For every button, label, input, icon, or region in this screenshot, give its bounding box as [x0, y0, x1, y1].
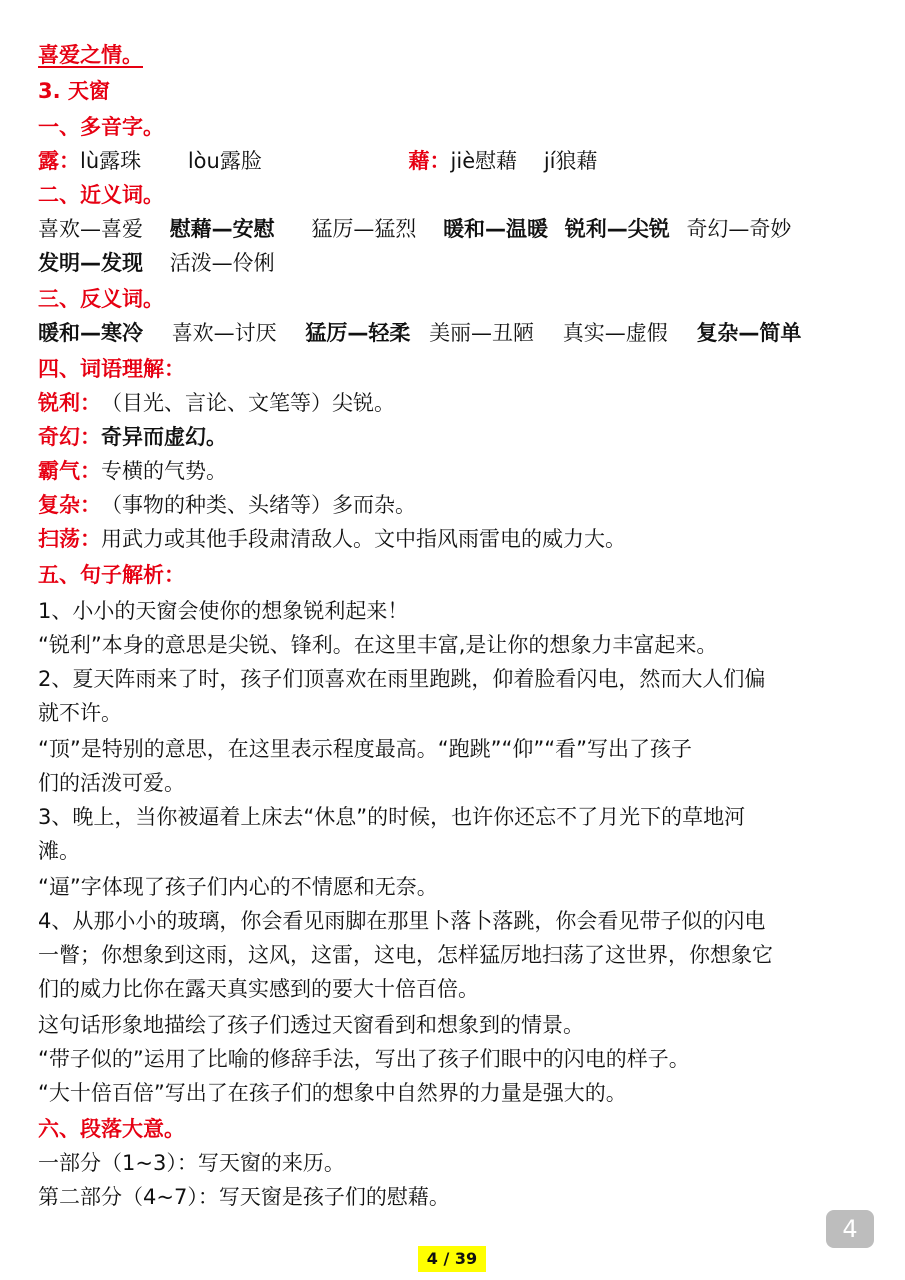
- word-definition: 用武力或其他手段肃清敌人。文中指风雨雷电的威力大。: [101, 527, 626, 551]
- section-heading-antonyms: 三、反义词。: [38, 287, 164, 311]
- word-term: 奇幻：: [38, 425, 101, 449]
- synonym-row: [38, 214, 791, 244]
- polyphonic-pron: jiè慰藉: [450, 149, 518, 173]
- synonym-pair: 奇幻—奇妙: [686, 217, 792, 241]
- word-definition: （事物的种类、头绪等）多而杂。: [101, 493, 416, 517]
- analysis-line: 们的威力比你在露天真实感到的要大十倍百倍。: [38, 977, 479, 1001]
- antonym-pair: 复杂—简单: [696, 321, 802, 345]
- section-heading-paragraph-summary: 六、段落大意。: [38, 1117, 185, 1141]
- synonym-pair: 喜欢—喜爱: [38, 217, 143, 241]
- analysis-line: 3、晚上，当你被逼着上床去“休息”的时候，也许你还忘不了月光下的草地河: [38, 805, 746, 829]
- word-meaning-row: [38, 456, 227, 486]
- analysis-line: “逼”字体现了孩子们内心的不情愿和无奈。: [38, 875, 438, 899]
- section-heading-word-meanings: 四、词语理解：: [38, 357, 185, 381]
- polyphonic-char-ji: 藉：: [408, 149, 451, 173]
- synonym-pair: 慰藉—安慰: [169, 217, 275, 241]
- analysis-line: “锐利”本身的意思是尖锐、锋利。在这里丰富,是让你的想象力丰富起来。: [38, 633, 718, 657]
- summary-line: 一部分（1~3）：写天窗的来历。: [38, 1151, 345, 1175]
- analysis-line: “带子似的”运用了比喻的修辞手法，写出了孩子们眼中的闪电的样子。: [38, 1047, 690, 1071]
- word-term: 复杂：: [38, 493, 101, 517]
- analysis-line: 这句话形象地描绘了孩子们透过天窗看到和想象到的情景。: [38, 1013, 584, 1037]
- polyphonic-row: [38, 146, 597, 176]
- analysis-line: 们的活泼可爱。: [38, 771, 185, 795]
- word-meaning-row: [38, 422, 227, 452]
- section-heading-synonyms: 二、近义词。: [38, 183, 164, 207]
- section-heading-polyphonic: 一、多音字。: [38, 115, 164, 139]
- page-number-badge: 4: [826, 1210, 874, 1248]
- polyphonic-pron: lòu露脸: [187, 149, 262, 173]
- polyphonic-pron: jí狼藉: [543, 149, 598, 173]
- antonym-pair: 猛厉—轻柔: [305, 321, 411, 345]
- word-meaning-row: [38, 524, 626, 554]
- polyphonic-char-lu: 露：: [38, 149, 80, 173]
- antonym-pair: 真实—虚假: [562, 321, 668, 345]
- antonym-row: [38, 318, 801, 348]
- word-definition: 专横的气势。: [101, 459, 227, 483]
- antonym-pair: 美丽—丑陋: [429, 321, 535, 345]
- analysis-line: 一瞥；你想象到这雨，这风，这雷，这电，怎样猛厉地扫荡了这世界，你想象它: [38, 943, 773, 967]
- synonym-row: [38, 248, 275, 278]
- summary-line: 第二部分（4~7）：写天窗是孩子们的慰藉。: [38, 1185, 450, 1209]
- analysis-line: 滩。: [38, 839, 80, 863]
- antonym-pair: 暖和—寒冷: [38, 321, 143, 345]
- analysis-line: 1、小小的天窗会使你的想象锐利起来！: [38, 599, 409, 623]
- analysis-line: 就不许。: [38, 701, 122, 725]
- page-indicator: 4 / 39: [418, 1246, 486, 1272]
- analysis-line: 2、夏天阵雨来了时，孩子们顶喜欢在雨里跑跳，仰着脸看闪电，然而大人们偏: [38, 667, 766, 691]
- synonym-pair: 活泼—伶俐: [169, 251, 275, 275]
- word-term: 扫荡：: [38, 527, 101, 551]
- polyphonic-pron: lù露珠: [80, 149, 142, 173]
- synonym-pair: 暖和—温暖: [443, 217, 549, 241]
- word-definition: 奇异而虚幻。: [101, 425, 227, 449]
- word-meaning-row: [38, 490, 416, 520]
- synonym-pair: 锐利—尖锐: [564, 217, 670, 241]
- word-term: 锐利：: [38, 391, 101, 415]
- word-definition: （目光、言论、文笔等）尖锐。: [101, 391, 395, 415]
- section-heading-sentence-analysis: 五、句子解析：: [38, 563, 185, 587]
- antonym-pair: 喜欢—讨厌: [171, 321, 277, 345]
- analysis-line: 4、从那小小的玻璃，你会看见雨脚在那里卜落卜落跳，你会看见带子似的闪电: [38, 909, 766, 933]
- synonym-pair: 发明—发现: [38, 251, 143, 275]
- lesson-title: 3. 天窗: [38, 79, 110, 103]
- word-term: 霸气：: [38, 459, 101, 483]
- header-tail: 喜爱之情。: [38, 43, 143, 67]
- analysis-line: “顶”是特别的意思，在这里表示程度最高。“跑跳”“仰”“看”写出了孩子: [38, 737, 693, 761]
- analysis-line: “大十倍百倍”写出了在孩子们的想象中自然界的力量是强大的。: [38, 1081, 627, 1105]
- word-meaning-row: [38, 388, 395, 418]
- synonym-pair: 猛厉—猛烈: [311, 217, 417, 241]
